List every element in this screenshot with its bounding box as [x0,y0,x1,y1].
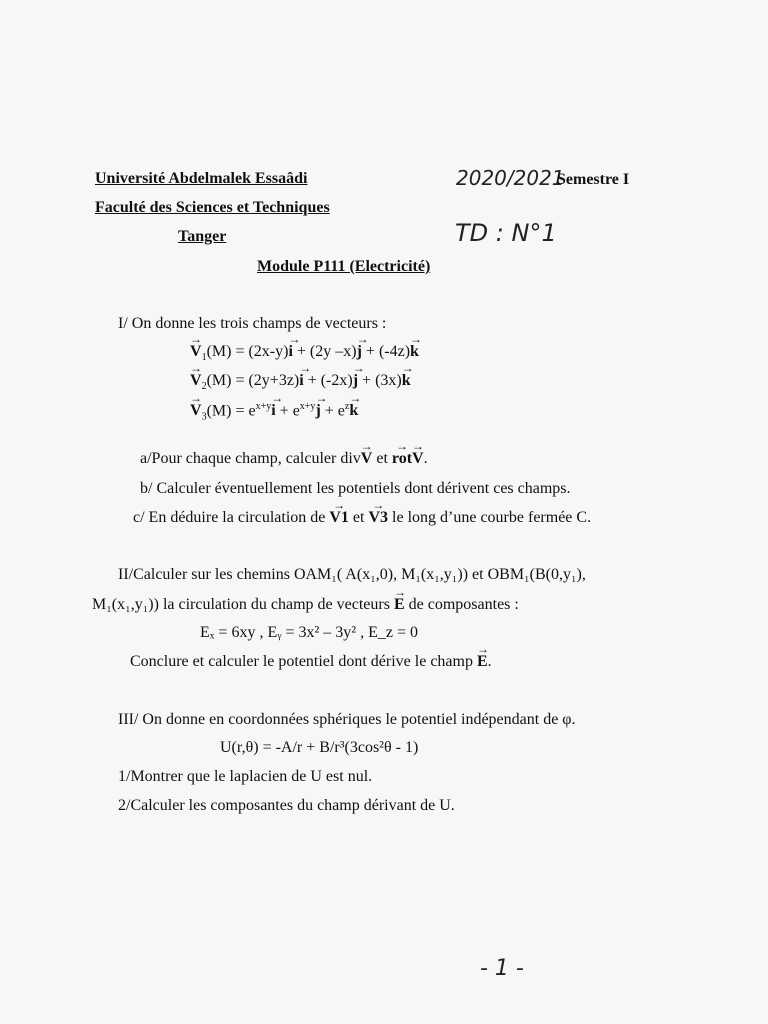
unit-vector-j: → j [353,372,358,390]
div-vector-v: → V [361,450,373,468]
v1-rhs-b: + (2y –x) [292,343,357,360]
academic-year: 2020/2021 [456,166,565,190]
question-a-end: . [423,450,428,467]
v1-index: 1 [201,352,207,364]
td-number: TD : N°1 [455,219,557,247]
rot-vector-v: → V [412,450,424,468]
module-title: Module P111 (Electricité) [257,258,431,275]
unit-vector-k: → k [402,372,411,390]
v3-index: 3 [201,411,207,423]
v2-symbol: → V [190,372,202,390]
potential-formula: U(r,θ) = -A/r + B/r³(3cos²θ - 1) [220,739,419,756]
question-c-mid: et [348,509,369,526]
part2-line2 [92,596,519,614]
part1-intro: I/ On donne les trois champs de vecteurs : [118,315,387,332]
v3-equation [190,401,358,423]
part2-conclude-end: . [487,653,492,670]
vector-e: → E [477,653,488,671]
v3-exponent-2: x+y [299,401,316,412]
vector-e: → E [394,596,405,614]
unit-vector-i: → i [288,343,292,361]
v3-rhs-a: (M) = e [206,402,256,420]
unit-vector-i: → i [271,402,275,420]
v1-rhs-a: (M) = (2x-y) [206,343,289,360]
v3-exponent-1: x+y [255,401,272,412]
v2-rhs-b: + (-2x) [303,372,353,389]
v2-index: 2 [201,381,207,393]
question-a-text: a/Pour chaque champ, calculer div [140,450,361,467]
v2-rhs-a: (M) = (2y+3z) [206,372,300,389]
part2-line2-text: M₁(x₁,y₁)) la circulation du champ de vecteurs [92,596,394,613]
question-c-text: c/ En déduire la circulation de [133,509,330,526]
part3-intro: III/ On donne en coordonnées sphériques le potentiel indépendant de φ. [118,711,576,728]
question-b: b/ Calculer éventuellement les potentiels dont dérivent ces champs. [140,480,571,497]
part2-conclude [130,653,492,671]
v3-rhs-b: + e [275,402,300,420]
v3-rhs-c: + e [320,402,345,420]
question-c [133,509,591,527]
unit-vector-k: → k [410,343,419,361]
v3-symbol: → V [190,402,202,420]
unit-vector-j: → j [357,343,362,361]
city-name: Tanger [178,228,227,245]
question-c-end: le long d’une courbe fermée C. [388,509,592,526]
semester-label: Semestre I [557,171,630,188]
v3-exponent-3: z [344,401,350,412]
unit-vector-j: → j [315,402,320,420]
v2-equation [190,372,411,392]
faculty-name: Faculté des Sciences et Techniques [95,199,330,216]
page-number: - 1 - [480,956,524,981]
vector-v3: → V3 [368,509,388,527]
v1-symbol: → V [190,343,202,361]
v2-rhs-c: + (3x) [358,372,402,389]
part2-line2-end: de composantes : [404,596,519,613]
question-a [140,450,428,468]
question-a-mid: et [372,450,392,467]
v1-rhs-c: + (-4z) [361,343,411,360]
part2-conclude-text: Conclure et calculer le potentiel dont dérive le champ [130,653,477,670]
unit-vector-i: → i [299,372,303,390]
university-name: Université Abdelmalek Essaâdi [95,170,308,187]
part3-question-2: 2/Calculer les composantes du champ dérivant de U. [118,797,455,814]
part2-line1: II/Calculer sur les chemins OAM₁( A(x₁,0), M₁(x₁,y₁)) et OBM₁(B(0,y₁), [118,566,586,583]
rot-operator: → rot [392,450,412,468]
unit-vector-k: → k [349,402,358,420]
e-components: Eₓ = 6xy , Eᵧ = 3x² – 3y² , E_z = 0 [200,624,418,641]
part3-question-1: 1/Montrer que le laplacien de U est nul. [118,768,373,785]
vector-v1: → V1 [329,509,349,527]
